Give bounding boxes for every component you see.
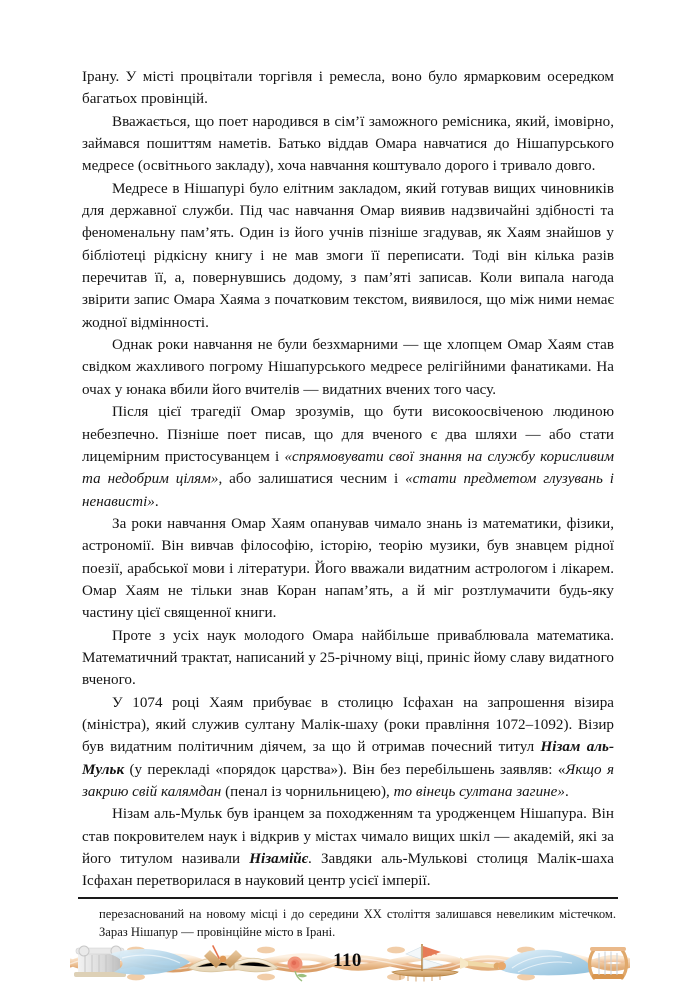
page-number: 110 [333,949,362,971]
decorative-footer-ornament [70,938,630,983]
paragraph [82,513,614,625]
quoted-phrase: «стати предметом глузувань і ненависті» [82,471,615,510]
text-run: . [564,784,569,800]
text-run: Медресе в Нішапурі було елітним закладом, який готував вищих чиновників для державної служби. Під час навчання Омар виявив надзвичайні здібності та феноменальну пам’ять. Один із його учнів пізніше згадував, як Хаям знайшов у бібліотеці рідкісну книгу і не мав змоги її переписати. Тоді він кілька разів перечитав її, а, повернувшись додому, з пам’яті записав. Коли випала нагода звірити запис Омара Хаяма з початковим текстом, виявилося, що між ними немає жодної відмінності. [82,180,614,331]
text-run: (пенал із чорнильницею), [221,784,394,800]
text-run: За роки навчання Омар Хаям опанував чимало знань із математики, фізики, астрономії. Він вивчав філософію, історію, теорію музики, був знавцем рідної поезії, арабської мови і літератури. Його вважали видатним астрологом і лікарем. Омар Хаям не тільки знав Коран напам’ять, а й міг розтлумачити будь-яку частину цієї священної книги. [82,515,614,622]
footnote-block [99,905,616,941]
quoted-phrase: Якщо я закрию свій калямдан [82,761,614,800]
paragraph [82,625,614,692]
paragraph [82,334,614,401]
text-run: Однак роки навчання не були безхмарними — ще хлопцем Омар Хаям став свідком жахливого погрому Нішапурського медресе релігійними фанатиками. На очах у юнака вбили його вчителів — видатних вчених того часу. [82,337,614,398]
text-run: У 1074 році Хаям прибуває в столицю Ісфахан на запрошення візира (міністра), який служив султану Малік-шаху (роки правління 1072–1092). Візир був видатним політичним діячем, за що й отримав почесний титул [82,694,614,756]
text-run: Проте з усіх наук молодого Омара найбільше приваблювала математика. Математичний трактат, написаний у 25-річному віці, приніс йому славу видатного вченого. [82,627,614,689]
paragraph [82,692,614,804]
paragraph [82,111,614,178]
footnote-text: перезаснований на новому місці і до середини XX століття залишався невеликим містечком. Зараз Нішапур — провінційне місто в Ірані. [99,907,616,939]
footnote-separator-rule [78,897,618,899]
text-run: Вважається, що поет народився в сім’ї заможного ремісника, який, імовірно, займався пошиттям наметів. Батько віддав Омара навчатися до Нішапурського медресе (освітнього закладу), хоча навчання коштувало дорого і тривало довго. [82,113,614,175]
text-run: , або залишатися чесним і [218,471,406,488]
quoted-phrase: то вінець султана загине» [393,784,565,800]
text-run: Після цієї трагедії Омар зрозумів, що бути високоосвіченою людиною небезпечно. Пізніше поет писав, що для вченого є два шляхи — або стати лицемірним пристосуванцем і [82,404,614,465]
text-run: Ірану. У місті процвітали торгівля і ремесла, воно було ярмарковим осередком багатьох провінцій. [82,69,614,108]
paragraph [82,401,614,513]
text-run: Нізам аль-Мульк був іранцем за походженням та уродженцем Нішапура. Він став покровителем наук і відкрив у містах чимало вищих шкіл — академій, які за його титулом називали [82,806,614,868]
emphasised-term: Нізамійє [249,851,309,868]
text-run: (у перекладі «порядок царства»). Він без перебільшень заявляв: « [124,761,566,778]
quoted-phrase: «спрямовувати свої знання на службу корисливим та недобрим цілям» [82,448,614,488]
text-run: . [154,493,159,510]
main-text-block [82,66,614,893]
paragraph [82,66,614,111]
paragraph [82,803,614,892]
angel-wing-motif [498,950,591,976]
emphasised-term: Нізам аль-Мульк [82,739,614,778]
text-run: . Завдяки аль-Мулькові столиця Малік-шаха Ісфахан перетворилася в науковий центр усієї імперії. [82,851,614,890]
paragraph [82,178,614,334]
